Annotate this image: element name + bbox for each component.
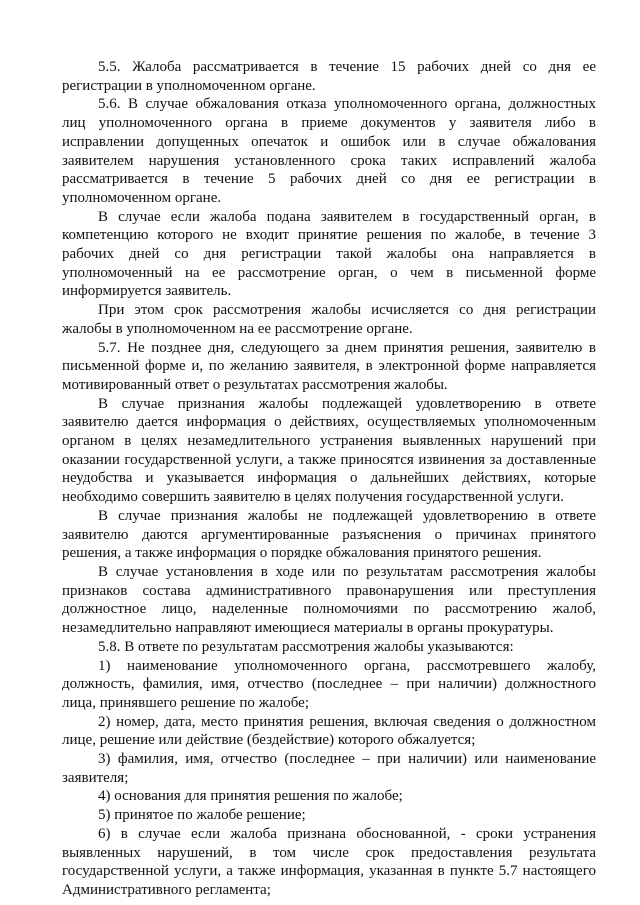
list-item-5: 5) принятое по жалобе решение;	[98, 807, 306, 824]
list-item-6: 6) в случае если жалоба признана обоснованной, - сроки устранения выявленных нарушений, в том числе срок предоставления результата государственной услуги, а также информация, указанная в пункте 5.7 настоящего Административного регламента;	[62, 825, 596, 898]
paragraph-5-7: 5.7. Не позднее дня, следующего за днем принятия решения, заявителю в письменной форме и, по желанию заявителя, в электронной форме направляется мотивированный ответ о результатах рассмотрения жалобы.	[62, 339, 596, 393]
paragraph-5-8: 5.8. В ответе по результатам рассмотрения жалобы указываются:	[98, 638, 514, 655]
paragraph-redirect-complaint: В случае если жалоба подана заявителем в государственный орган, в компетенцию которого не входит принятие решения по жалобе, в течение 3 рабочих дней со дня регистрации такой жалобы она направляется в уполномоченный на ее рассмотрение орган, о чем в письменной форме информируется заявитель.	[62, 208, 596, 300]
paragraph-complaint-rejected: В случае признания жалобы не подлежащей удовлетворению в ответе заявителю даются аргументированные разъяснения о причинах принятого решения, а также информация о порядке обжалования принятого решения.	[62, 507, 596, 562]
paragraph-violation-found: В случае установления в ходе или по результатам рассмотрения жалобы признаков состава административного правонарушения или преступления должностное лицо, наделенные полномочиями по рассмотрению жалоб, незамедлительно направляют имеющиеся материалы в органы прокуратуры.	[62, 563, 596, 637]
list-item-3: 3) фамилия, имя, отчество (последнее – при наличии) или наименование заявителя;	[62, 751, 596, 786]
list-item-2: 2) номер, дата, место принятия решения, включая сведения о должностном лице, решение или действие (бездействие) которого обжалуется;	[62, 713, 596, 749]
list-item-1: 1) наименование уполномоченного органа, рассмотревшего жалобу, должность, фамилия, имя, отчество (последнее – при наличии) должностного лица, принявшего решение по жалобе;	[62, 657, 596, 711]
list-item-4: 4) основания для принятия решения по жалобе;	[98, 788, 403, 805]
paragraph-5-6: 5.6. В случае обжалования отказа уполномоченного органа, должностных лиц уполномоченного органа в приеме документов у заявителя либо в исправлении допущенных опечаток и ошибок или в случае обжалования заявителем нарушения установленного срока таких исправлений жалоба рассматривается в течение 5 рабочих дней со дня ее регистрации в уполномоченном органе.	[62, 96, 596, 206]
paragraph-5-5: 5.5. Жалоба рассматривается в течение 15 рабочих дней со дня ее регистрации в уполномоченном органе.	[62, 59, 596, 94]
paragraph-review-period: При этом срок рассмотрения жалобы исчисляется со дня регистрации жалобы в уполномоченном на ее рассмотрение органе.	[62, 302, 596, 337]
paragraph-complaint-satisfied: В случае признания жалобы подлежащей удовлетворению в ответе заявителю дается информация о действиях, осуществляемых уполномоченным органом в целях незамедлительного устранения выявленных нарушений при оказании государственной услуги, а также приносятся извинения за доставленные неудобства и указывается информация о дальнейших действиях, которые необходимо совершить заявителю в целях получения государственной услуги.	[62, 395, 596, 506]
document-page	[62, 58, 596, 900]
